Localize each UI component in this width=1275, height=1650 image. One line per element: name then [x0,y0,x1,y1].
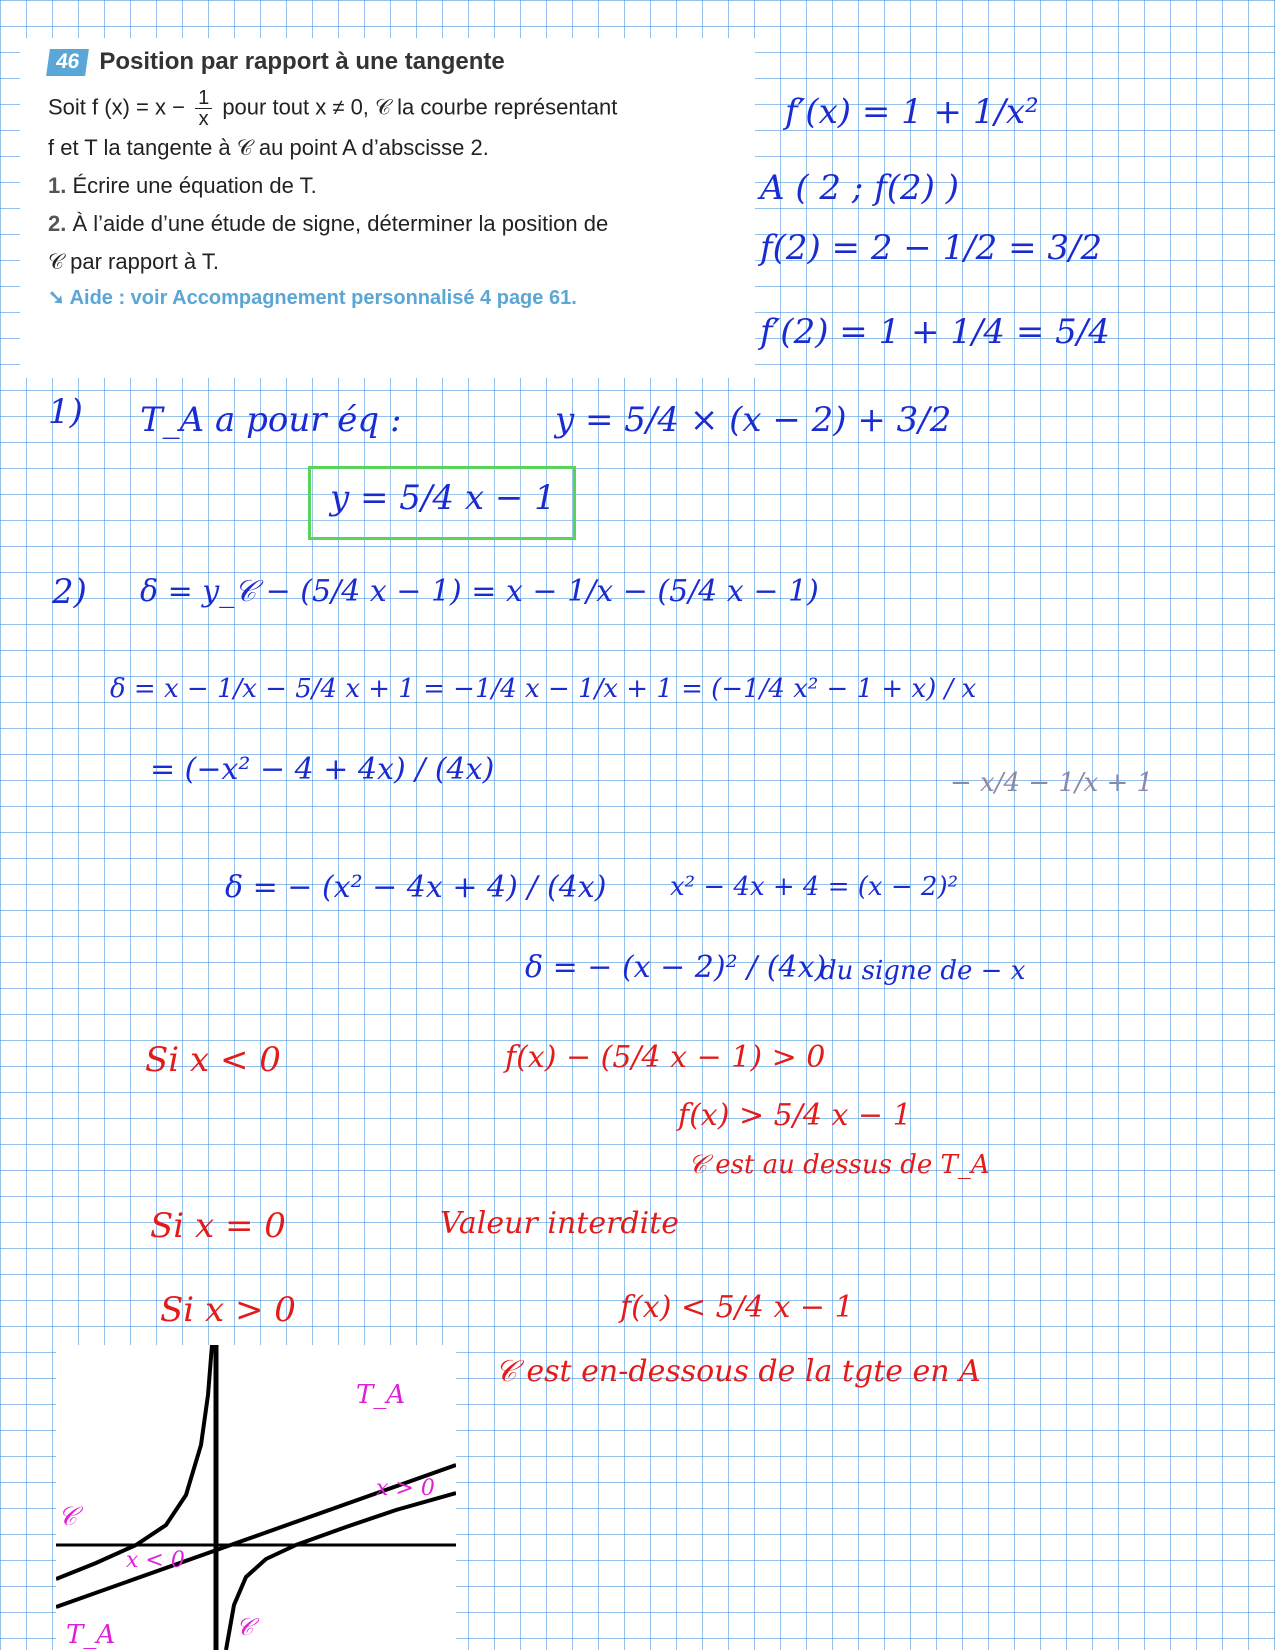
part2-identity: x² − 4x + 4 = (x − 2)² [670,872,959,902]
exercise-title: Position par rapport à une tangente [99,48,505,75]
part1-text: T_A a pour éq : [140,400,402,440]
label-curve-bottom: 𝒞 [236,1613,254,1641]
case-neg-line2: f(x) > 5/4 x − 1 [678,1098,912,1133]
case-neg-condition: Si x < 0 [145,1040,281,1080]
case-zero-condition: Si x = 0 [150,1206,286,1246]
statement-part-a: Soit f (x) = x − [48,94,185,120]
note-f2: f(2) = 2 − 1/2 = 3/2 [760,228,1103,268]
case-neg-line1: f(x) − (5/4 x − 1) > 0 [505,1040,826,1075]
question-2 [48,205,739,243]
curve-right-branch [226,1493,456,1650]
note-derivative: f′(x) = 1 + 1/x² [785,92,1039,132]
label-curve-left: 𝒞 [58,1502,77,1532]
note-point-a: A ( 2 ; f(2) ) [760,168,959,208]
exercise-statement-line1 [48,88,739,129]
question-1-text: Écrire une équation de T. [72,173,317,198]
part2-label: 2) [52,572,87,612]
label-ta-top: T_A [356,1380,406,1410]
question-1 [48,167,739,205]
exercise-statement-line2: f et T la tangente à 𝒞 au point A d’abscisse 2. [48,135,489,160]
case-pos-line1: f(x) < 5/4 x − 1 [620,1290,854,1325]
question-2-text: À l’aide d’une étude de signe, déterminer la position de [72,211,609,236]
case-zero-text: Valeur interdite [440,1206,680,1241]
fraction-one-over-x [195,88,212,129]
case-pos-condition: Si x > 0 [160,1290,296,1330]
fraction-denominator: x [198,108,209,130]
case-pos-line2: 𝒞 est en-dessous de la tgte en A [495,1354,981,1389]
question-2-number: 2. [48,211,67,236]
question-1-number: 1. [48,173,67,198]
exercise-box [20,38,755,378]
part2-sign: du signe de − x [820,956,1026,986]
part2-delta-4: δ = − (x² − 4x + 4) / (4x) [225,870,607,905]
fraction-numerator: 1 [195,88,212,109]
question-2-continued: 𝒞 par rapport à T. [48,249,219,274]
statement-part-b: pour tout x ≠ 0, 𝒞 la courbe représentant [222,94,618,120]
note-fp2: f′(2) = 1 + 1/4 = 5/4 [760,312,1110,352]
label-x-positive: x > 0 [376,1476,435,1501]
label-x-negative: x < 0 [126,1548,185,1573]
case-neg-line3: 𝒞 est au dessus de T_A [688,1150,990,1180]
exercise-number-badge: 46 [46,49,89,76]
part1-boxed-equation: y = 5/4 x − 1 [330,478,556,518]
label-ta-bottom: T_A [66,1620,116,1650]
part2-delta-5: δ = − (x − 2)² / (4x) [525,950,827,985]
exercise-header [48,48,739,76]
part2-delta-2: δ = x − 1/x − 5/4 x + 1 = −1/4 x − 1/x + 1 = (−1/4 x² − 1 + x) / x [110,674,977,704]
help-link[interactable]: ➘ Aide : voir Accompagnement personnalisé 4 page 61. [48,287,577,309]
part2-delta-3: = (−x² − 4 + 4x) / (4x) [150,752,495,787]
part2-delta-1: δ = y_𝒞 − (5/4 x − 1) = x − 1/x − (5/4 x − 1) [140,574,819,609]
part2-side-note: − x/4 − 1/x + 1 [950,768,1154,798]
calculator-graph [56,1345,456,1650]
graph-svg [56,1345,456,1650]
part1-label: 1) [48,392,83,432]
part1-equation: y = 5/4 × (x − 2) + 3/2 [555,400,952,440]
